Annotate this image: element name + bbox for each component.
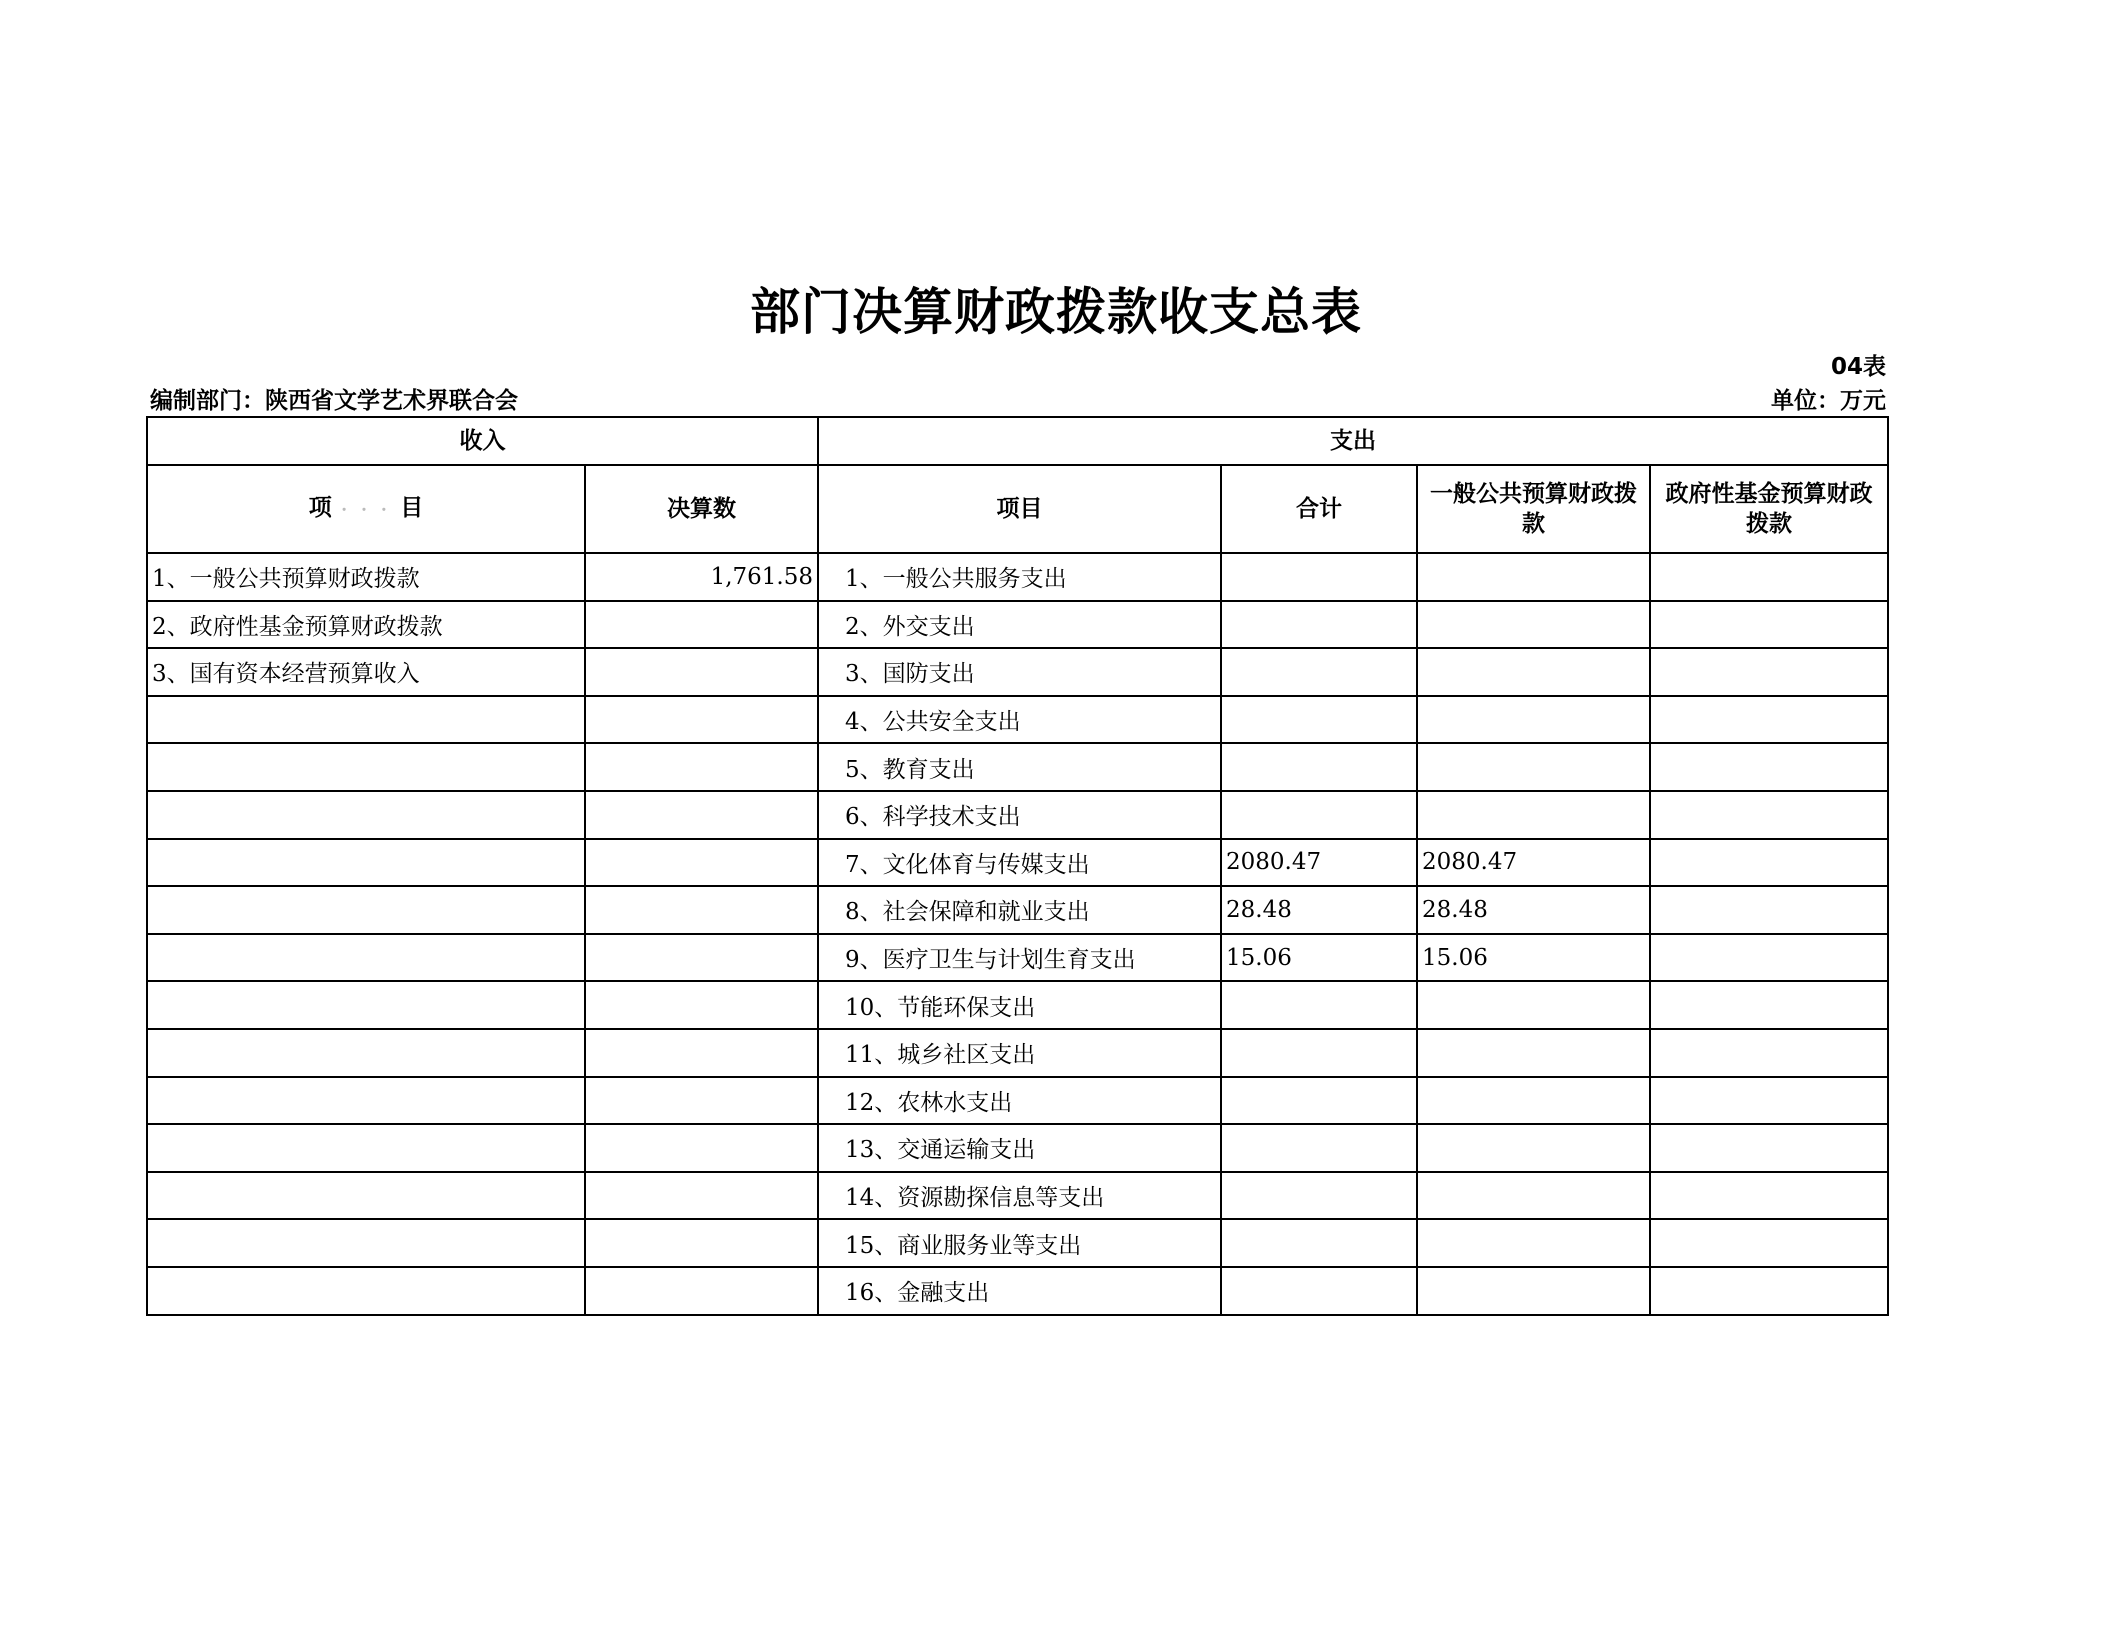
- general-budget-cell: [1417, 1029, 1650, 1077]
- unit-label: 单位：万元: [1771, 388, 1886, 414]
- general-budget-cell: 15.06: [1417, 934, 1650, 982]
- general-budget-cell: [1417, 743, 1650, 791]
- general-budget-cell: [1417, 1267, 1650, 1315]
- general-budget-cell: [1417, 1219, 1650, 1267]
- total-cell: [1221, 981, 1417, 1029]
- total-cell: [1221, 648, 1417, 696]
- expense-item-cell: 5、教育支出: [818, 743, 1221, 791]
- gov-fund-cell: [1650, 1267, 1888, 1315]
- income-item-cell: [147, 934, 585, 982]
- income-item-cell: [147, 1172, 585, 1220]
- income-item-cell: [147, 886, 585, 934]
- total-cell: [1221, 553, 1417, 601]
- income-amount-cell: [585, 1267, 818, 1315]
- gov-fund-cell: [1650, 648, 1888, 696]
- total-cell: [1221, 1267, 1417, 1315]
- general-budget-cell: [1417, 1172, 1650, 1220]
- general-budget-cell: [1417, 553, 1650, 601]
- finance-table: [146, 416, 1889, 1316]
- expense-item-cell: 2、外交支出: [818, 601, 1221, 649]
- income-item-cell: 3、国有资本经营预算收入: [147, 648, 585, 696]
- total-cell: 28.48: [1221, 886, 1417, 934]
- income-amount-cell: [585, 1077, 818, 1125]
- expense-group-header: 支出: [818, 417, 1888, 465]
- expense-item-cell: 8、社会保障和就业支出: [818, 886, 1221, 934]
- income-amount-cell: [585, 601, 818, 649]
- gov-fund-header: 政府性基金预算财政拨款: [1650, 465, 1888, 553]
- general-budget-header: 一般公共预算财政拨款: [1417, 465, 1650, 553]
- income-amount-cell: [585, 743, 818, 791]
- expense-item-cell: 4、公共安全支出: [818, 696, 1221, 744]
- table-row: [147, 601, 1888, 649]
- department-label: 编制部门：陕西省文学艺术界联合会: [150, 388, 518, 414]
- income-item-cell: [147, 1267, 585, 1315]
- gov-fund-cell: [1650, 696, 1888, 744]
- expense-item-cell: 14、资源勘探信息等支出: [818, 1172, 1221, 1220]
- income-amount-cell: [585, 1172, 818, 1220]
- income-item-cell: [147, 1124, 585, 1172]
- income-amount-cell: [585, 696, 818, 744]
- total-cell: [1221, 601, 1417, 649]
- table-row: [147, 1029, 1888, 1077]
- table-body: [147, 553, 1888, 1315]
- total-header: 合计: [1221, 465, 1417, 553]
- table-row: [147, 934, 1888, 982]
- gov-fund-cell: [1650, 791, 1888, 839]
- expense-item-cell: 10、节能环保支出: [818, 981, 1221, 1029]
- expense-item-cell: 9、医疗卫生与计划生育支出: [818, 934, 1221, 982]
- table-row: [147, 1124, 1888, 1172]
- expense-item-cell: 6、科学技术支出: [818, 791, 1221, 839]
- general-budget-cell: [1417, 981, 1650, 1029]
- gov-fund-cell: [1650, 553, 1888, 601]
- table-number: 04表: [1830, 354, 1886, 380]
- gov-fund-cell: [1650, 743, 1888, 791]
- expense-item-cell: 11、城乡社区支出: [818, 1029, 1221, 1077]
- income-item-cell: [147, 791, 585, 839]
- income-item-cell: [147, 1219, 585, 1267]
- general-budget-cell: [1417, 791, 1650, 839]
- income-item-cell: [147, 743, 585, 791]
- total-cell: [1221, 1172, 1417, 1220]
- income-amount-cell: [585, 648, 818, 696]
- total-cell: [1221, 1219, 1417, 1267]
- income-amount-cell: 1,761.58: [585, 553, 818, 601]
- general-budget-cell: [1417, 1077, 1650, 1125]
- income-item-cell: 2、政府性基金预算财政拨款: [147, 601, 585, 649]
- total-cell: 15.06: [1221, 934, 1417, 982]
- expense-item-cell: 1、一般公共服务支出: [818, 553, 1221, 601]
- gov-fund-cell: [1650, 1219, 1888, 1267]
- expense-item-cell: 16、金融支出: [818, 1267, 1221, 1315]
- income-item-cell: [147, 981, 585, 1029]
- table-row: [147, 1267, 1888, 1315]
- expense-item-cell: 13、交通运输支出: [818, 1124, 1221, 1172]
- table-row: [147, 981, 1888, 1029]
- gov-fund-cell: [1650, 1172, 1888, 1220]
- income-amount-cell: [585, 981, 818, 1029]
- gov-fund-cell: [1650, 981, 1888, 1029]
- page-title: 部门决算财政拨款收支总表: [750, 283, 1362, 341]
- table-row: [147, 743, 1888, 791]
- gov-fund-cell: [1650, 601, 1888, 649]
- total-cell: [1221, 696, 1417, 744]
- gov-fund-cell: [1650, 1029, 1888, 1077]
- general-budget-cell: [1417, 1124, 1650, 1172]
- income-amount-cell: [585, 1029, 818, 1077]
- total-cell: 2080.47: [1221, 839, 1417, 887]
- income-item-cell: [147, 696, 585, 744]
- table-row: [147, 696, 1888, 744]
- income-amount-cell: [585, 791, 818, 839]
- gov-fund-cell: [1650, 1124, 1888, 1172]
- total-cell: [1221, 1029, 1417, 1077]
- expense-item-cell: 15、商业服务业等支出: [818, 1219, 1221, 1267]
- general-budget-cell: [1417, 696, 1650, 744]
- total-cell: [1221, 1124, 1417, 1172]
- expense-item-cell: 12、农林水支出: [818, 1077, 1221, 1125]
- income-item-header: 项 ･ ･ ･ 目: [147, 465, 585, 553]
- income-amount-cell: [585, 886, 818, 934]
- table-row: [147, 1077, 1888, 1125]
- income-amount-cell: [585, 934, 818, 982]
- income-amount-cell: [585, 839, 818, 887]
- income-item-cell: [147, 1029, 585, 1077]
- gov-fund-cell: [1650, 839, 1888, 887]
- table-row: [147, 648, 1888, 696]
- expense-item-cell: 7、文化体育与传媒支出: [818, 839, 1221, 887]
- income-item-cell: [147, 839, 585, 887]
- general-budget-cell: 28.48: [1417, 886, 1650, 934]
- income-amount-header: 决算数: [585, 465, 818, 553]
- income-amount-cell: [585, 1219, 818, 1267]
- gov-fund-cell: [1650, 934, 1888, 982]
- gov-fund-cell: [1650, 886, 1888, 934]
- income-item-cell: [147, 1077, 585, 1125]
- table-row: [147, 886, 1888, 934]
- total-cell: [1221, 791, 1417, 839]
- general-budget-cell: [1417, 601, 1650, 649]
- income-group-header: 收入: [147, 417, 818, 465]
- expense-item-header: 项目: [818, 465, 1221, 553]
- income-amount-cell: [585, 1124, 818, 1172]
- total-cell: [1221, 1077, 1417, 1125]
- income-item-cell: 1、一般公共预算财政拨款: [147, 553, 585, 601]
- table-row: [147, 1172, 1888, 1220]
- general-budget-cell: 2080.47: [1417, 839, 1650, 887]
- table-row: [147, 1219, 1888, 1267]
- expense-item-cell: 3、国防支出: [818, 648, 1221, 696]
- table-row: [147, 791, 1888, 839]
- table-row: [147, 553, 1888, 601]
- gov-fund-cell: [1650, 1077, 1888, 1125]
- general-budget-cell: [1417, 648, 1650, 696]
- total-cell: [1221, 743, 1417, 791]
- table-row: [147, 839, 1888, 887]
